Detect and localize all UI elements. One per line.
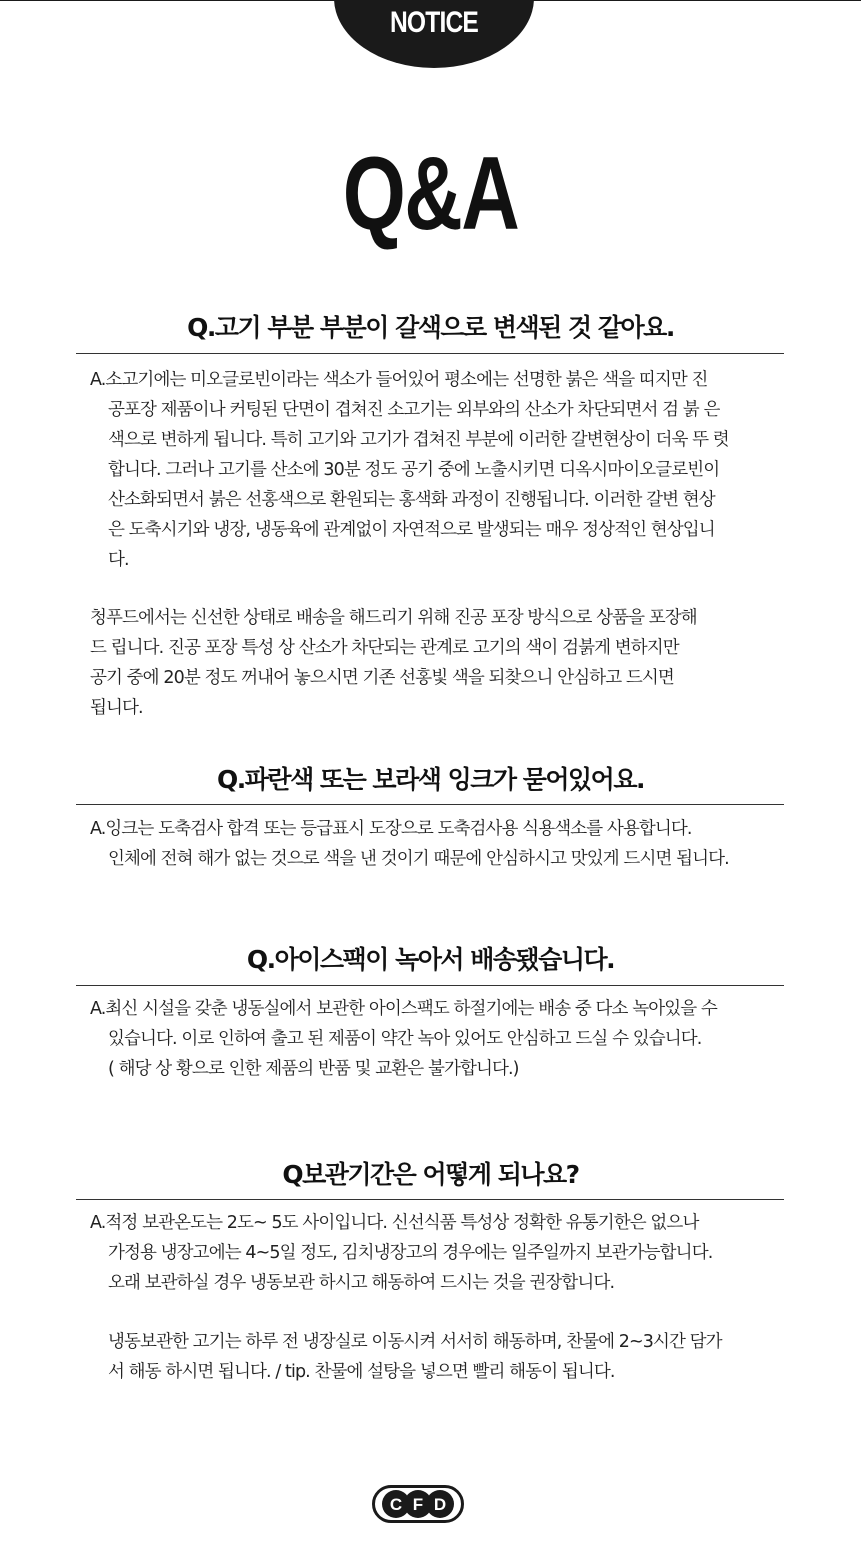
answer-line: 은 도축시기와 냉장, 냉동육에 관계없이 자연적으로 발생되는 매우 정상적인 현상입니 [108,520,715,540]
logo-letter-c: C [389,1495,403,1514]
answer-line: 합니다. 그러나 고기를 산소에 30분 정도 공기 중에 노출시키면 디옥시마이오글로빈이 [108,460,720,480]
cfd-logo [372,1485,464,1523]
answer-line: 산소화되면서 붉은 선홍색으로 환원되는 홍색화 과정이 진행됩니다. 이러한 갈변 현상 [108,490,715,510]
answer-line: ( 해당 상 황으로 인한 제품의 반품 및 교환은 불가합니다.) [108,1059,519,1079]
answer-line: A.적정 보관온도는 2도~ 5도 사이입니다. 신선식품 특성상 정확한 유통기한은 없으나 [90,1213,699,1233]
answer-line: A.소고기에는 미오글로빈이라는 색소가 들어있어 평소에는 선명한 붉은 색을 띠지만 진 [90,370,708,390]
answer-3-text [90,994,772,1084]
answer-line: 공기 중에 20분 정도 꺼내어 놓으시면 기존 선홍빛 색을 되찾으니 안심하고 드시면 [90,668,674,688]
answer-4-text [90,1208,772,1298]
question-1-divider [76,353,784,354]
question-2-title: Q.파란색 또는 보라색 잉크가 묻어있어요. [217,765,644,794]
answer-line: 있습니다. 이로 인하여 출고 된 제품이 약간 녹아 있어도 안심하고 드실 수 있습니다. [108,1029,702,1049]
answer-line: 청푸드에서는 신선한 상태로 배송을 해드리기 위해 진공 포장 방식으로 상품을 포장해 [90,608,697,628]
question-3-title: Q.아이스팩이 녹아서 배송됐습니다. [246,945,615,974]
answer-1-text [90,365,772,575]
question-3-divider [76,985,784,986]
answer-line: A.최신 시설을 갖춘 냉동실에서 보관한 아이스팩도 하절기에는 배송 중 다소 녹아있을 수 [90,999,717,1019]
question-2-divider [76,804,784,805]
question-4-divider [76,1199,784,1200]
answer-2-text [90,814,772,874]
answer-line: 다. [108,550,129,570]
answer-line: 드 립니다. 진공 포장 특성 상 산소가 차단되는 관계로 고기의 색이 검붉게 변하지만 [90,638,679,658]
answer-1-extra-text [90,603,772,723]
answer-line: A.잉크는 도축검사 합격 또는 등급표시 도장으로 도축검사용 식용색소를 사용합니다. [90,819,692,839]
question-1-title: Q.고기 부분 부분이 갈색으로 변색된 것 같아요. [187,313,674,342]
answer-line: 됩니다. [90,698,143,718]
answer-line: 인체에 전혀 해가 없는 것으로 색을 낸 것이기 때문에 안심하시고 맛있게 드시면 됩니다. [108,849,729,869]
logo-letter-f: F [412,1495,424,1514]
answer-line: 냉동보관한 고기는 하루 전 냉장실로 이동시켜 서서히 해동하며, 찬물에 2~3시간 담가 [108,1332,722,1352]
answer-4-extra-text [90,1327,772,1387]
logo-letter-d: D [433,1495,447,1514]
question-4-title: Q보관기간은 어떻게 되나요? [282,1160,579,1189]
answer-line: 서 해동 하시면 됩니다. / tip. 찬물에 설탕을 넣으면 빨리 해동이 됩니다. [108,1362,615,1382]
answer-line: 오래 보관하실 경우 냉동보관 하시고 해동하여 드시는 것을 권장합니다. [108,1273,615,1293]
page-title: Q&A [342,136,519,252]
answer-line: 색으로 변하게 됩니다. 특히 고기와 고기가 겹쳐진 부분에 이러한 갈변현상이 더욱 뚜 렷 [108,430,729,450]
answer-line: 공포장 제품이나 커팅된 단면이 겹쳐진 소고기는 외부와의 산소가 차단되면서 검 붉 은 [108,400,720,420]
answer-line: 가정용 냉장고에는 4~5일 정도, 김치냉장고의 경우에는 일주일까지 보관가능합니다. [108,1243,713,1263]
notice-label: NOTICE [389,6,479,39]
